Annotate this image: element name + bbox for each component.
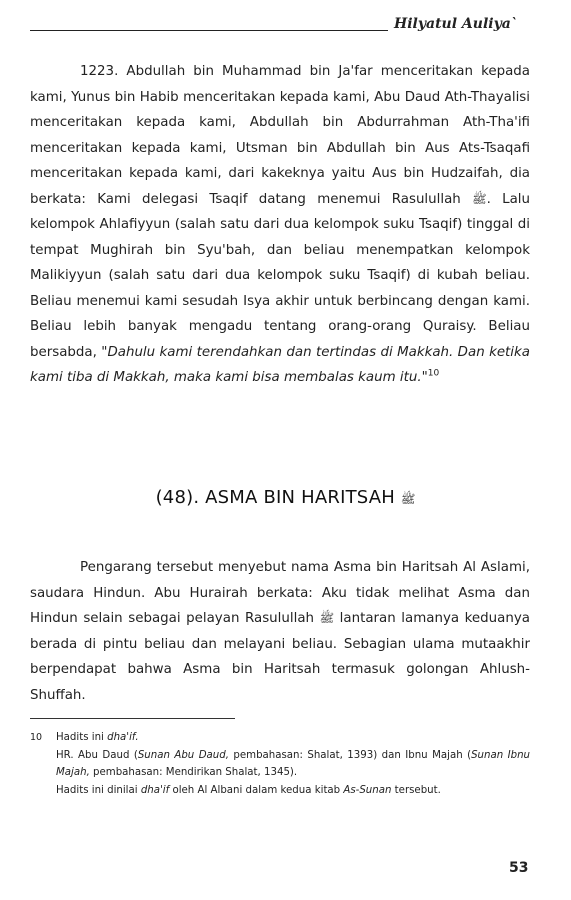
section-heading [0,487,571,509]
salawat-honorific-icon: ﷺ [472,191,487,206]
paragraph-text: 1223. Abdullah bin Muhammad bin Ja'far menceritakan kepada kami, Yunus bin Habib menceritakan kepada kami, Abu Daud Ath-Thayalisi menceritakan kepada kami, Abdullah bin Abdurrahman Ath-Tha'ifi menceritakan kepada kami, Utsman bin Abdullah bin Aus Ats-Tsaqafi menceritakan kepada kami, dari kakeknya yaitu Aus bin Hudzaifah, dia berkata: Kami delegasi Tsaqif datang menemui Rasulullah [30,64,530,207]
footnotes [30,729,530,799]
paragraph-text: Pengarang tersebut menyebut nama Asma bin Haritsah Al Aslami, saudara Hindun. Abu Hurairah berkata: Aku tidak melihat Asma dan Hindun selain sebagai pelayan Rasulullah [30,560,530,626]
radhiyallahu-honorific-icon: ﷺ [400,492,416,506]
footnote-number: 10 [30,732,43,743]
footnote-text: Hadits ini [56,732,108,743]
footnote-italic: Sunan Ibnu Majah, [56,749,530,778]
footnote-italic: Sunan Abu Daud, [137,749,229,761]
section-title: (48). ASMA BIN HARITSAH [155,487,395,508]
footnote-reference: 10 [427,368,440,379]
footnote-text: oleh Al Albani dalam kedua kitab [169,784,344,796]
footnote-text: pembahasan: Shalat, 1393) dan Ibnu Majah ( [228,749,472,761]
footnote-10 [30,729,530,799]
footnote-line [56,747,530,782]
footnote-italic: dha'if. [107,732,139,743]
prophet-quote: "Dahulu kami terendahkan dan tertindas di Makkah. Dan ketika kami tiba di Makkah, maka kami bisa membalas kaum itu." [30,344,530,385]
header-rule [30,30,388,31]
footnote-line [56,729,530,747]
paragraph-hadith-1223 [30,59,530,391]
footnote-text: tersebut. [391,784,441,796]
footnote-body [56,729,530,799]
footnote-divider [30,718,235,719]
footnote-italic: dha'if [140,784,170,796]
running-head: Hilyatul Auliya` [394,16,518,32]
paragraph-asma-bin-haritsah [30,555,530,708]
paragraph-text: lantaran lamanya keduanya berada di pintu beliau dan melayani beliau. Sebagian ulama mutaakhir berpendapat bahwa Asma bin Haritsah termasuk golongan Ahlush-Shuffah. [30,611,530,703]
paragraph-text: . Lalu kelompok Ahlafiyyun (salah satu dari dua kelompok suku Tsaqif) tinggal di tempat Mughirah bin Syu'bah, dan beliau menempatkan kelompok Malikiyyun (salah satu dari dua kelompok suku Tsaqif) di kubah beliau. Beliau menemui kami sesudah Isya akhir untuk berbincang dengan kami. Beliau lebih banyak mengadu tentang orang-orang Quraisy. Beliau bersabda, [30,191,530,360]
footnote-line [56,782,530,800]
footnote-text: Hadits ini dinilai [56,784,141,796]
footnote-italic: As-Sunan [343,784,392,796]
footnote-text: pembahasan: Mendirikan Shalat, 1345). [89,767,298,778]
footnote-text: HR. Abu Daud ( [56,749,138,761]
salawat-honorific-icon: ﷺ [319,611,335,625]
page-number: 53 [509,860,529,876]
